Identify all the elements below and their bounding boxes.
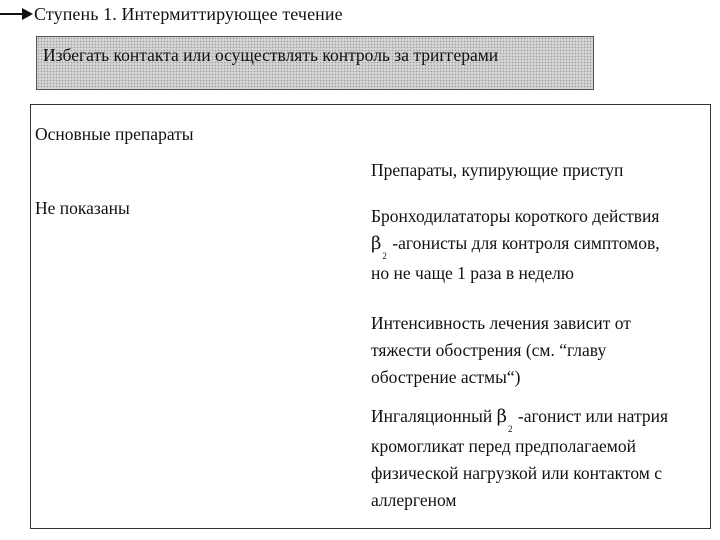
relief-block-inhaled — [371, 403, 668, 514]
beta-symbol: β — [371, 233, 382, 254]
bronchodilators-line-1: Бронходилататоры короткого действия — [371, 206, 660, 226]
inhaled-line-3: физической нагрузкой или контактом с — [371, 463, 662, 483]
relief-drugs-heading: Препараты, купирующие приступ — [371, 160, 624, 180]
beta-subscript: 2 — [382, 251, 387, 261]
step-title: Ступень 1. Интермиттирующее течение — [34, 3, 343, 24]
inhaled-line-1 — [371, 403, 668, 433]
relief-block-intensity — [371, 310, 631, 391]
beta-subscript: 2 — [508, 424, 513, 434]
basic-drugs-value: Не показаны — [35, 198, 130, 218]
trigger-control-box — [36, 36, 594, 90]
bronchodilators-line-3: но не чаще 1 раза в неделю — [371, 263, 574, 283]
relief-block-bronchodilators — [371, 203, 660, 287]
arrow-right-icon — [0, 6, 34, 22]
inhaled-line-2: кромогликат перед предполагаемой — [371, 436, 636, 456]
bronchodilators-line-2-text: -агонисты для контроля симптомов, — [392, 233, 660, 253]
inhaled-line-1-rest: -агонист или натрия — [517, 406, 669, 426]
beta-symbol: β — [496, 406, 507, 427]
trigger-control-text: Избегать контакта или осуществлять контроль за триггерами — [43, 45, 499, 65]
intensity-line-1: Интенсивность лечения зависит от — [371, 313, 631, 333]
step-header — [0, 2, 343, 26]
treatment-table — [30, 104, 711, 529]
inhaled-line-1-start: Ингаляционный — [371, 406, 493, 426]
inhaled-line-4: аллергеном — [371, 490, 457, 510]
intensity-line-2: тяжести обострения (см. “главу — [371, 340, 607, 360]
intensity-line-3: обострение астмы“) — [371, 367, 521, 387]
bronchodilators-line-2 — [371, 230, 660, 260]
basic-drugs-heading: Основные препараты — [35, 124, 194, 144]
